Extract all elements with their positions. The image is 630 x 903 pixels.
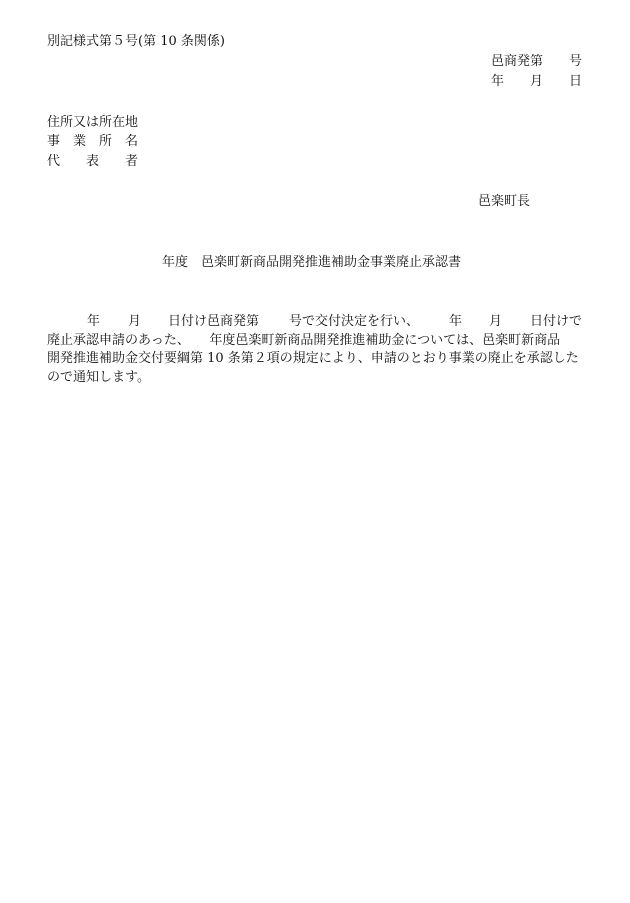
- body-line-1-date: 日付けで: [530, 314, 583, 329]
- document-title: 年度 邑楽町新商品開発推進補助金事業廃止承認書: [162, 255, 462, 270]
- issuer-mayor: 邑楽町長: [478, 194, 531, 209]
- recipient-representative-label: 代 表 者: [47, 154, 139, 169]
- body-line-1-decision: 号で交付決定を行い、: [289, 314, 420, 329]
- body-line-1-reference: 日付け邑商発第: [168, 314, 260, 329]
- body-line-4: ので通知します。: [47, 369, 150, 385]
- form-label: 別記様式第５号(第 10 条関係): [47, 34, 225, 49]
- recipient-office-label: 事 業 所 名: [47, 134, 139, 149]
- body-line-1-month: 月: [128, 314, 142, 329]
- document-date: 年 月 日: [491, 74, 583, 89]
- body-line-1-year-2: 年: [449, 314, 463, 329]
- body-paragraph: [47, 315, 584, 389]
- body-line-1-year: 年: [87, 314, 101, 329]
- body-line-1: [47, 315, 584, 334]
- body-line-3: 開発推進補助金交付要綱第 10 条第２項の規定により、申請のとおり事業の廃止を承認した: [47, 351, 579, 366]
- document-number: 邑商発第 号: [491, 54, 583, 69]
- body-line-2: 廃止承認申請のあった、 年度邑楽町新商品開発推進補助金については、邑楽町新商品: [47, 332, 561, 348]
- recipient-address-label: 住所又は所在地: [47, 115, 139, 130]
- body-line-1-month-2: 月: [489, 314, 503, 329]
